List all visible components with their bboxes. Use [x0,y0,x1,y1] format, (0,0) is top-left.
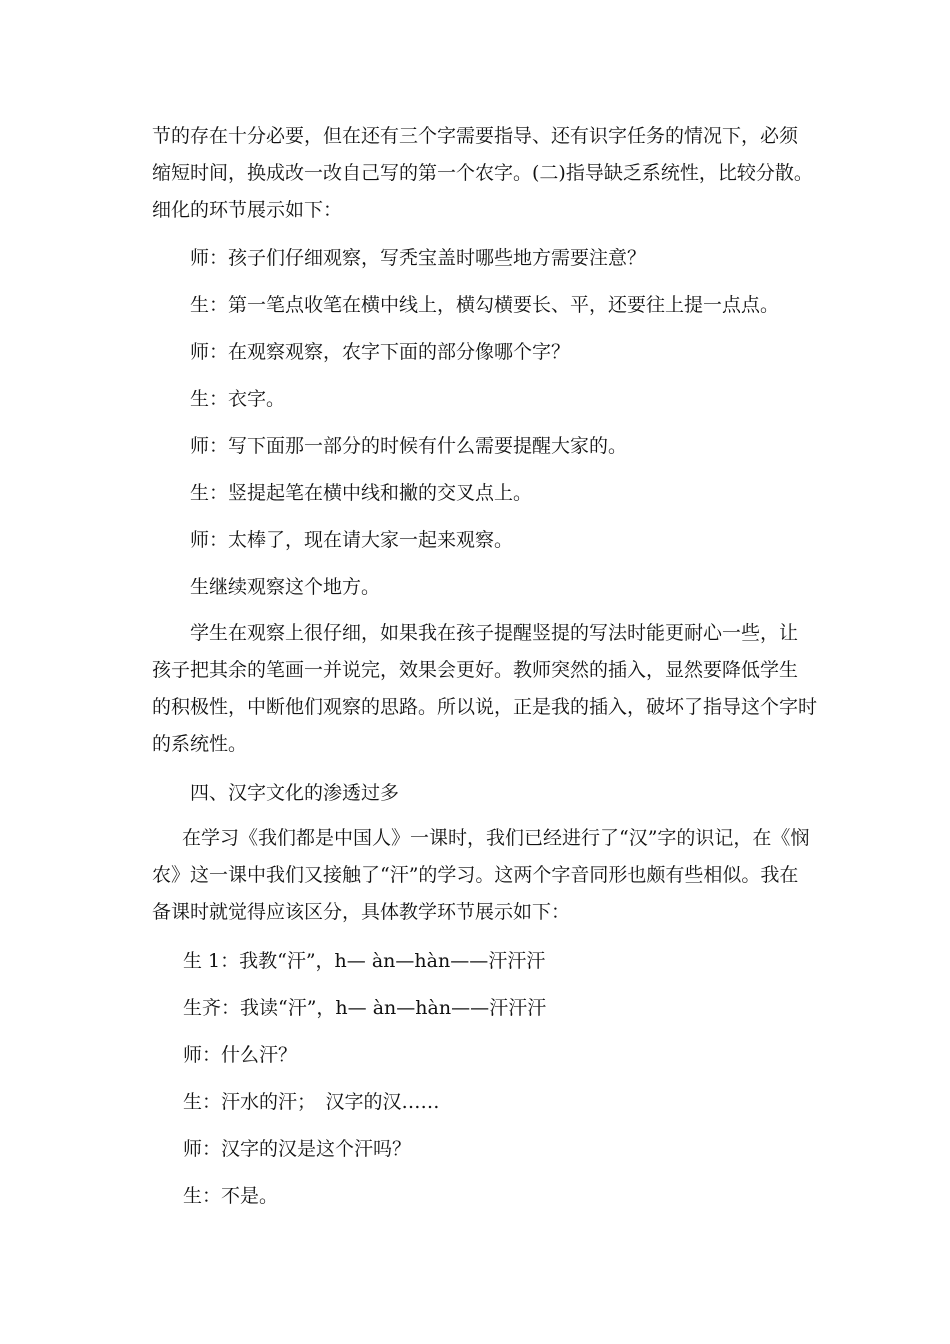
dialogue-line: 师：写下面那一部分的时候有什么需要提醒大家的。 [190,435,628,457]
dialogue-line: 师：孩子们仔细观察，写秃宝盖时哪些地方需要注意？ [190,247,647,269]
dialogue-line: 师：在观察观察，农字下面的部分像哪个字？ [190,341,571,363]
dialogue-line: 师：汉字的汉是这个汗吗？ [183,1138,412,1160]
text-line: 节的存在十分必要，但在还有三个字需要指导、还有识字任务的情况下，必须 [152,125,799,147]
dialogue-line: 生：衣字。 [190,388,286,410]
dialogue-line: 师：太棒了，现在请大家一起来观察。 [190,529,514,551]
dialogue-line: 生：竖提起笔在横中线和撇的交叉点上。 [190,482,533,504]
text-line: 学生在观察上很仔细，如果我在孩子提醒竖提的写法时能更耐心一些，让 [190,622,799,644]
text-line: 缩短时间，换成改一改自己写的第一个农字。(二)指导缺乏系统性，比较分散。 [152,162,813,184]
paragraph-1 [152,118,813,229]
section-heading: 四、汉字文化的渗透过多 [190,782,400,804]
dialogue-line: 生继续观察这个地方。 [190,576,381,598]
text-line: 细化的环节展示如下： [152,199,343,221]
dialogue-line: 生：不是。 [183,1185,279,1207]
paragraph-2 [152,615,818,763]
dialogue-line: 师：什么汗？ [183,1044,298,1066]
dialogue-line: 生：汗水的汗； 汉字的汉…… [183,1091,440,1113]
dialogue-line: 生齐：我读“汗”，h— àn—hàn——汗汗汗 [183,997,547,1019]
text-line: 孩子把其余的笔画一并说完，效果会更好。教师突然的插入，显然要降低学生 [152,659,799,681]
dialogue-line: 生：第一笔点收笔在横中线上，横勾横要长、平，还要往上提一点点。 [190,294,780,316]
text-line: 的积极性，中断他们观察的思路。所以说，正是我的插入，破坏了指导这个字时 [152,696,818,718]
dialogue-line: 生 1：我教“汗”，h— àn—hàn——汗汗汗 [183,950,546,972]
text-line: 在学习《我们都是中国人》一课时，我们已经进行了“汉”字的识记，在《悯 [182,827,810,849]
text-line: 的系统性。 [152,733,248,755]
text-line: 备课时就觉得应该区分，具体教学环节展示如下： [152,901,571,923]
text-line: 农》这一课中我们又接触了“汗”的学习。这两个字音同形也颇有些相似。我在 [152,864,799,886]
paragraph-3 [152,820,810,931]
